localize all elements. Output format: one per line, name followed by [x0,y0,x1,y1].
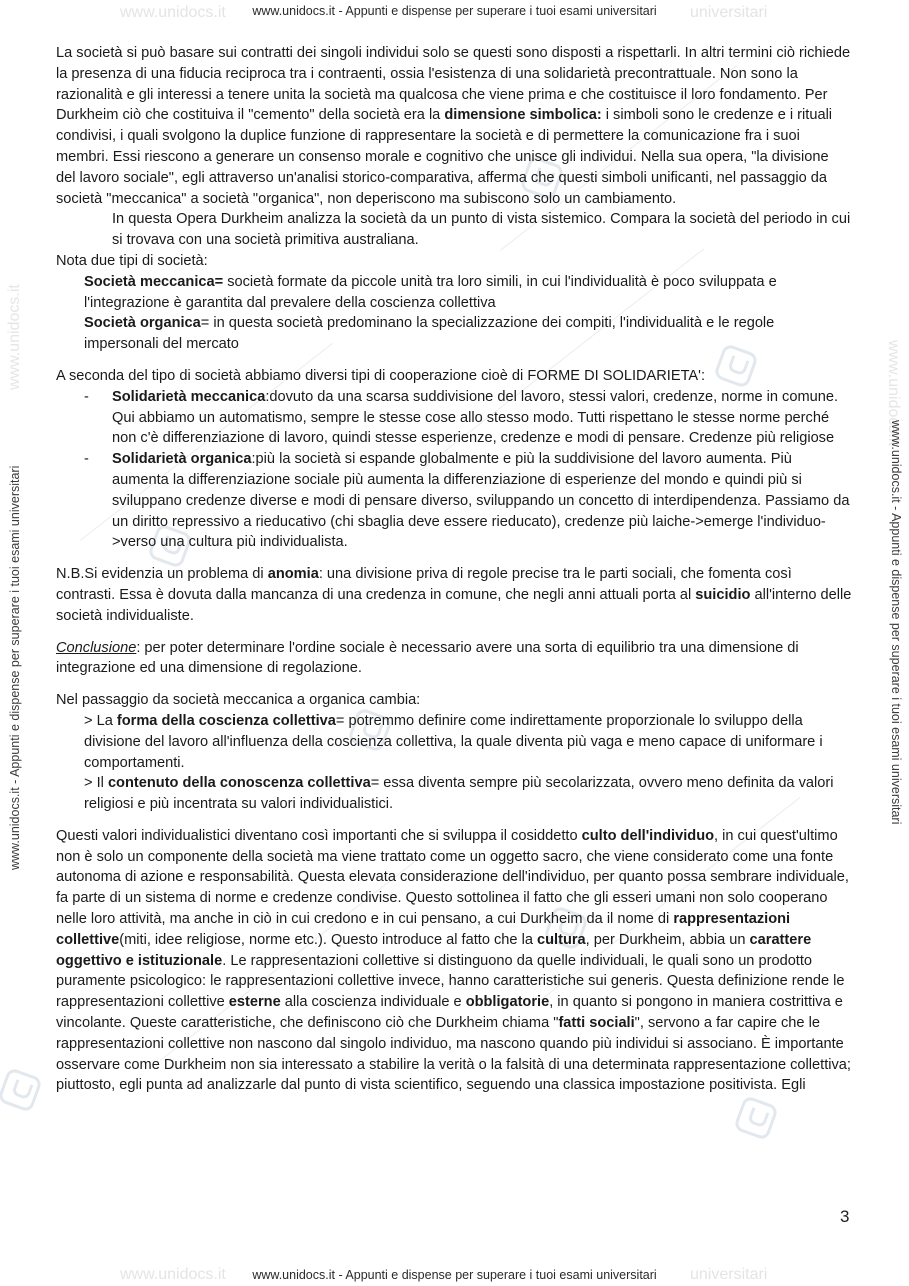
paragraph: Nota due tipi di società: [56,252,208,269]
text-run: N.B.Si evidenzia un problema di [56,566,268,583]
underlined-term: Conclusione [56,639,137,656]
list-dash: - [84,388,89,405]
watermark-ghost-text: www.unidocs.it [6,284,23,390]
text-run: : per poter determinare l'ordine sociale è necessario avere una sorta di equilibrio tra una dimensione di integrazione ed una dimensione di regolazione. [56,639,799,677]
text-run: , in cui quest'ultimo non è solo un componente della società ma viene trattato come un oggetto sacro, che viene considerato come una fonte autonoma di azione e responsabilità. Questa elevata considerazione dell'individuo, per quanto possa sembrare individuale, fa parte di un sistema di norme e credenze condivise. Questo sottolinea il fatto che gli esseri umani non solo cooperano nelle loro attività, ma anche in ciò in cui credono e in cui pensano, a cui Durkheim da il nome di [56,827,849,928]
definition-organica [56,313,852,355]
text-run: , in quanto si pongono in maniera costrittiva e vincolante. Queste caratteristiche, che definiscono ciò che Durkheim chiama " [56,994,843,1032]
bold-term: Solidarietà meccanica [112,388,266,405]
watermark-header: www.unidocs.it - Appunti e dispense per superare i tuoi esami universitari [252,4,657,18]
text-run: = essa diventa sempre più secolarizzata, ovvero meno definita da valori religiosi e più incentrata su valori individualistici. [84,775,834,813]
watermark-ghost-text: universitari [690,1266,768,1283]
unidocs-logo-icon [0,1067,43,1113]
text-run: società formate da piccole unità tra loro simili, in cui l'individualità è poco sviluppata e l'integrazione è garantita dal prevalere della coscienza collettiva [84,273,777,311]
paragraph [56,43,852,209]
definition-meccanica [56,272,852,314]
list-item [56,387,852,449]
bold-term: obbligatorie [465,994,550,1011]
watermark-ghost-text: www.unidocs.it [885,340,902,446]
bold-term: suicidio [695,586,751,603]
document-body [56,43,852,1096]
text-run: :più la società si espande globalmente e più la suddivisione del lavoro aumenta. Più aumenta la differenziazione sociale più aumenta la differenziazione di esperienze del mondo e quindi più si sviluppano credenze diverse e modi di pensare diverso, sviluppando un concetto di interdipendenza. Passiamo da un diritto repressivo a rieducativo (chi sbaglia deve essere rieducato), credenze più laiche->emerge l'individuo->verso una cultura più individualista. [112,451,850,551]
paragraph: Nel passaggio da società meccanica a organica cambia: [56,692,421,709]
paragraph [56,826,852,1096]
paragraph [56,638,852,680]
watermark-ghost-text: www.unidocs.it [120,4,226,21]
watermark-footer: www.unidocs.it - Appunti e dispense per superare i tuoi esami universitari [252,1268,657,1282]
bold-term: dimensione simbolica: [444,107,602,124]
bold-term: Società organica [84,315,201,332]
paragraph: A seconda del tipo di società abbiamo diversi tipi di cooperazione cioè di FORME DI SOLIDARIETA': [56,367,706,384]
text-run: ", servono a far capire che le rappresentazioni collettive non nascono dal singolo individuo, ma nascono quando più individui si associano. È importante osservare come Durkheim non sia interessato a stabilire la verità o la falsità di una determinata rappresentazione collettiva; piuttosto, egli punta ad analizzarle dal punto di vista scientifico, seguendo una classica impostazione positivista. Egli [56,1015,851,1094]
text-run: La società si può basare sui contratti dei singoli individui solo se questi sono disposti a rispettarli. In altri termini ciò richiede la presenza di una fiducia reciproca tra i contraenti, ossia l'esistenza di una solidarietà precontrattuale. Non sono la razionalità e gli interessi a tenere unita la società ma qualcosa che viene prima e che costituisce il loro fondamento. Per Durkheim ciò che costituiva il "cemento" della società era la [56,45,851,124]
bold-term: contenuto della conoscenza collettiva [107,775,371,792]
bold-term: Solidarietà organica [112,451,252,468]
list-item [56,449,852,553]
bold-term: cultura [537,931,586,948]
bold-term: Società meccanica= [84,273,224,290]
text-run: alla coscienza individuale e [280,994,466,1011]
text-run: > Il [84,775,108,792]
text-run: :dovuto da una scarsa suddivisione del lavoro, stessi valori, credenze, norme in comune. Qui abbiamo un automatismo, sempre le stesse cose allo stesso modo. Tutti rispettano le stesse norme perché non c'è differenziazione di lavoro, quindi stesse esperienze, credenze e modi di pensare. Credenze più religiose [112,388,839,447]
text-run: i simboli sono le credenze e i rituali condivisi, i quali svolgono la duplice funzione di rappresentare la società e di permettere la comunicazione fra i suoi membri. Essi riescono a generare un consenso morale e cognitivo che unisce gli individui. Nella sua opera, "la divisione del lavoro sociale", egli attraverso un'analisi storico-comparativa, afferma che questi simboli unificanti, nel passaggio da società "meccanica" a società "organica", non deperiscono ma subiscono solo un cambiamento. [56,107,833,207]
bold-term: carattere oggettivo e istituzionale [56,931,812,969]
text-run: : una divisione priva di regole precise tra le parti sociali, che fomenta così contrasti. Essa è dovuta dalla mancanza di una credenza in comune, che negli anni attuali porta al [56,566,792,603]
list-dash: - [84,451,89,468]
text-run: (miti, idee religiose, norme etc.). Questo introduce al fatto che la [119,931,538,948]
text-run: Questi valori individualistici diventano così importanti che si sviluppa il cosiddetto [56,827,582,844]
watermark-ghost-text: universitari [690,4,768,21]
text-run: = potremmo definire come indirettamente proporzionale lo sviluppo della divisione del lavoro all'influenza della coscienza collettiva, la quale diventa più vaga e meno capace di uniformare i comportamenti. [84,712,823,771]
indented-paragraph: In questa Opera Durkheim analizza la società da un punto di vista sistemico. Compara la società del periodo in cui si trovava con una società primitiva australiana. [112,211,851,249]
text-run: = in questa società predominano la specializzazione dei compiti, l'individualità e le regole impersonali del mercato [84,315,775,353]
watermark-ghost-text: www.unidocs.it [120,1266,226,1283]
indented-paragraph [56,711,852,773]
text-run: , per Durkheim, abbia un [585,931,750,948]
bold-term: forma della coscienza collettiva [116,712,336,729]
paragraph [56,564,852,626]
watermark-side-right: www.unidocs.it - Appunti e dispense per superare i tuoi esami universitari [889,420,903,825]
bold-term: rappresentazioni collettive [56,911,791,948]
watermark-side-left: www.unidocs.it - Appunti e dispense per superare i tuoi esami universitari [8,465,22,870]
page-number: 3 [840,1207,850,1226]
bold-term: anomia [267,566,319,583]
bold-term: esterne [228,994,281,1011]
bold-term: fatti sociali [558,1015,635,1032]
text-run: . Le rappresentazioni collettive si distinguono da quelle individuali, le quali sono un prodotto puramente psicologico: le rappresentazioni collettive invece, hanno caratteristiche sui generis. Questa definizione rende le rappresentazioni collettive [56,952,845,1011]
text-run: all'interno delle società individualiste. [56,586,852,624]
unidocs-logo-icon [733,1095,779,1141]
indented-paragraph [56,773,852,815]
bold-term: culto dell'individuo [581,827,715,844]
text-run: > La [84,712,117,729]
